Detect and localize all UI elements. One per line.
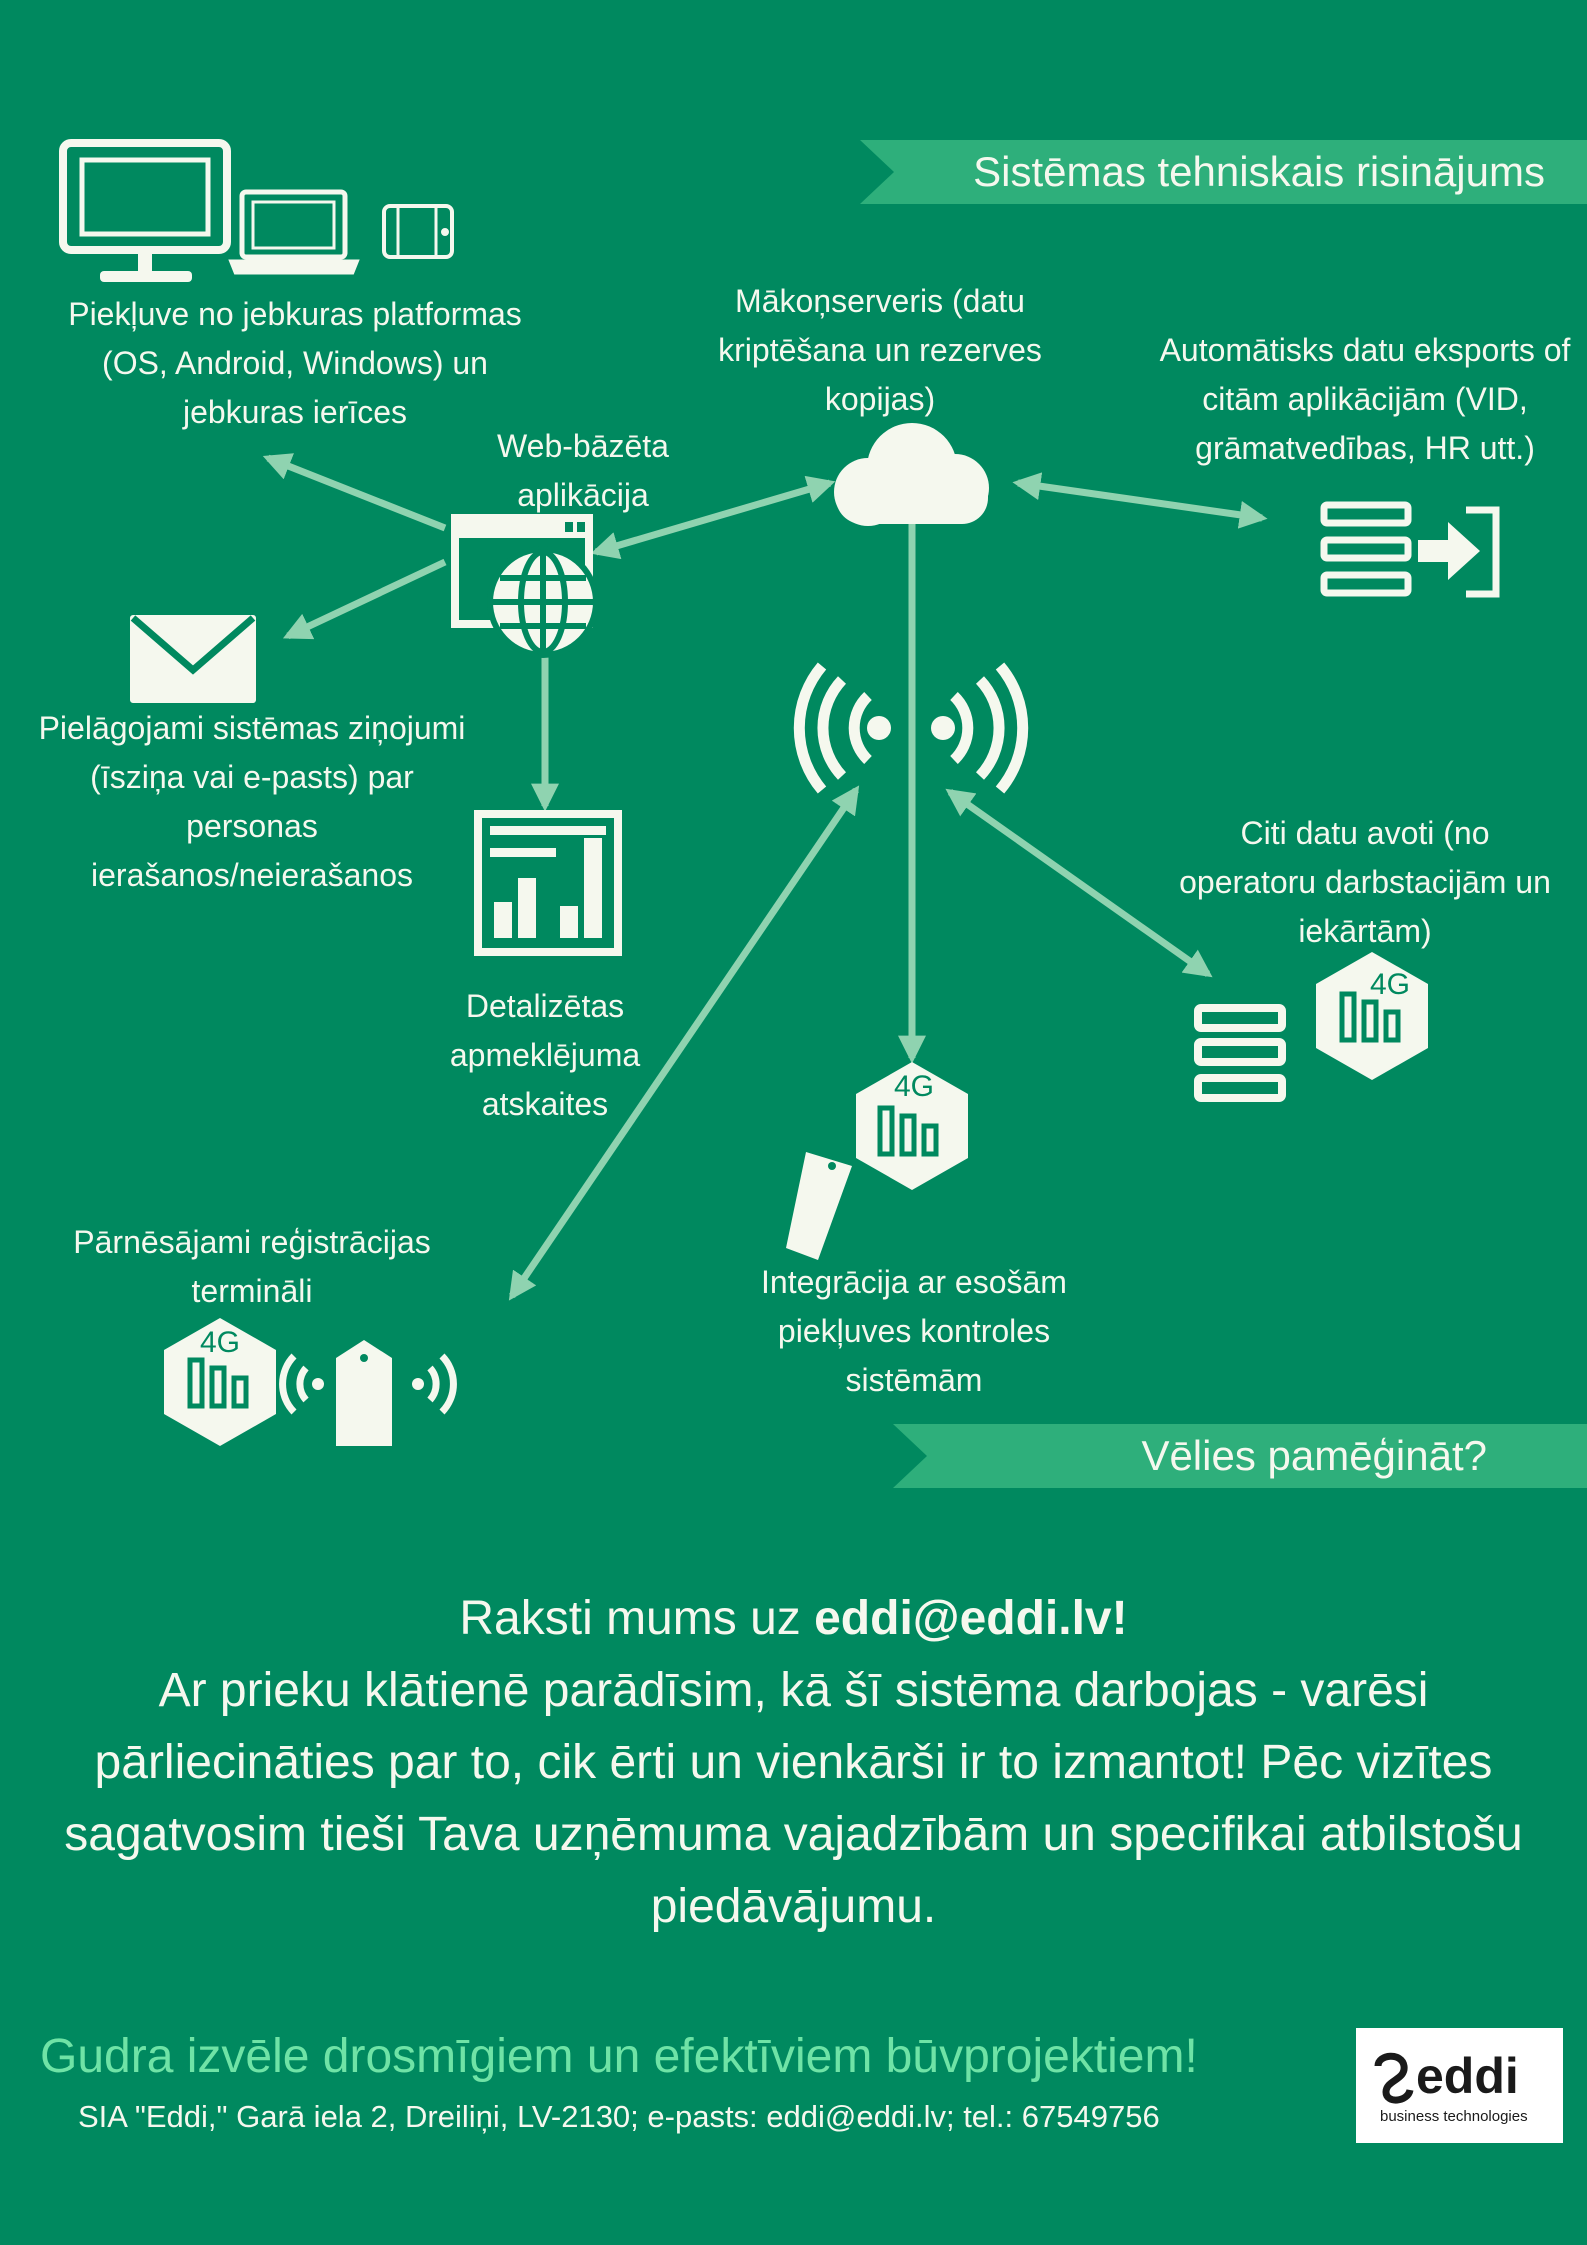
4g-terminal-icon bbox=[1316, 952, 1428, 1080]
rfid-tag-icon bbox=[786, 1152, 852, 1260]
logo-word: eddi bbox=[1416, 2048, 1519, 2104]
badge-4g-label: 4G bbox=[1369, 968, 1411, 1001]
badge-4g-label: 4G bbox=[893, 1070, 935, 1103]
banner-title: Sistēmas tehniskais risinājums bbox=[973, 148, 1545, 195]
footer-address: SIA "Eddi," Garā iela 2, Dreiliņi, LV-2130; e-pasts: eddi@eddi.lv; tel.: 67549756 bbox=[78, 2099, 1160, 2134]
4g-terminal-icon bbox=[164, 1318, 276, 1446]
cloud-icon bbox=[834, 423, 989, 526]
server-stack-icon bbox=[1198, 1008, 1282, 1098]
badge-4g-label: 4G bbox=[199, 1326, 241, 1359]
cta-body: Ar prieku klātienē parādīsim, kā šī sistēma darbojas - varēsi pārliecināties par to, cik ērti un vienkārši ir to izmantot! Pēc vizītes sagatvosim tieši Tava uzņēmuma vajadzībām un specifikai atbilstošu piedāvājumu. bbox=[64, 1664, 1523, 1933]
eddi-logo-mark-icon bbox=[1372, 2050, 1416, 2106]
envelope-icon bbox=[130, 615, 256, 703]
cta-first-line bbox=[60, 1583, 1527, 1655]
label-reports: Detalizētas apmeklējuma atskaites bbox=[449, 988, 641, 1122]
arrow-cloud-export bbox=[1018, 483, 1262, 518]
label-web-app: Web-bāzēta aplikācija bbox=[497, 428, 669, 513]
arrow-web-to-platforms bbox=[268, 458, 445, 528]
tablet-icon bbox=[384, 206, 452, 257]
browser-globe-icon bbox=[455, 518, 599, 658]
laptop-icon bbox=[232, 192, 356, 272]
label-cloud: Mākoņserveris (datu kriptēšana un rezerves kopijas) bbox=[718, 283, 1042, 417]
call-to-action bbox=[60, 1583, 1527, 1943]
label-terminals: Pārnēsājami reģistrācijas termināli bbox=[73, 1224, 431, 1309]
cta-intro: Raksti mums uz bbox=[459, 1592, 801, 1645]
arrow-web-to-messages bbox=[288, 562, 445, 636]
label-integration: Integrācija ar esošām piekļuves kontroles sistēmām bbox=[761, 1264, 1067, 1398]
footer-slogan: Gudra izvēle drosmīgiem un efektīviem būvprojektiem! bbox=[40, 2030, 1198, 2083]
label-other-sources: Citi datu avoti (no operatoru darbstacijām un iekārtām) bbox=[1179, 815, 1551, 949]
eddi-logo[interactable] bbox=[1356, 2028, 1563, 2143]
export-icon bbox=[1324, 505, 1496, 594]
report-chart-icon bbox=[478, 814, 618, 952]
4g-terminal-icon bbox=[856, 1062, 968, 1190]
rfid-tag-icon bbox=[336, 1340, 392, 1446]
label-messages: Pielāgojami sistēmas ziņojumi (īsziņa vai e-pasts) par personas ierašanos/neierašanos bbox=[38, 710, 466, 893]
desktop-icon bbox=[63, 143, 227, 282]
logo-tagline: business technologies bbox=[1380, 2108, 1528, 2125]
cta-email-link[interactable]: eddi@eddi.lv! bbox=[814, 1592, 1128, 1645]
label-export: Automātisks datu eksports of citām aplikācijām (VID, grāmatvedības, HR utt.) bbox=[1159, 332, 1571, 466]
label-platforms: Piekļuve no jebkuras platformas (OS, Android, Windows) un jebkuras ierīces bbox=[68, 296, 522, 430]
banner-title: Vēlies pamēģināt? bbox=[1141, 1432, 1487, 1479]
